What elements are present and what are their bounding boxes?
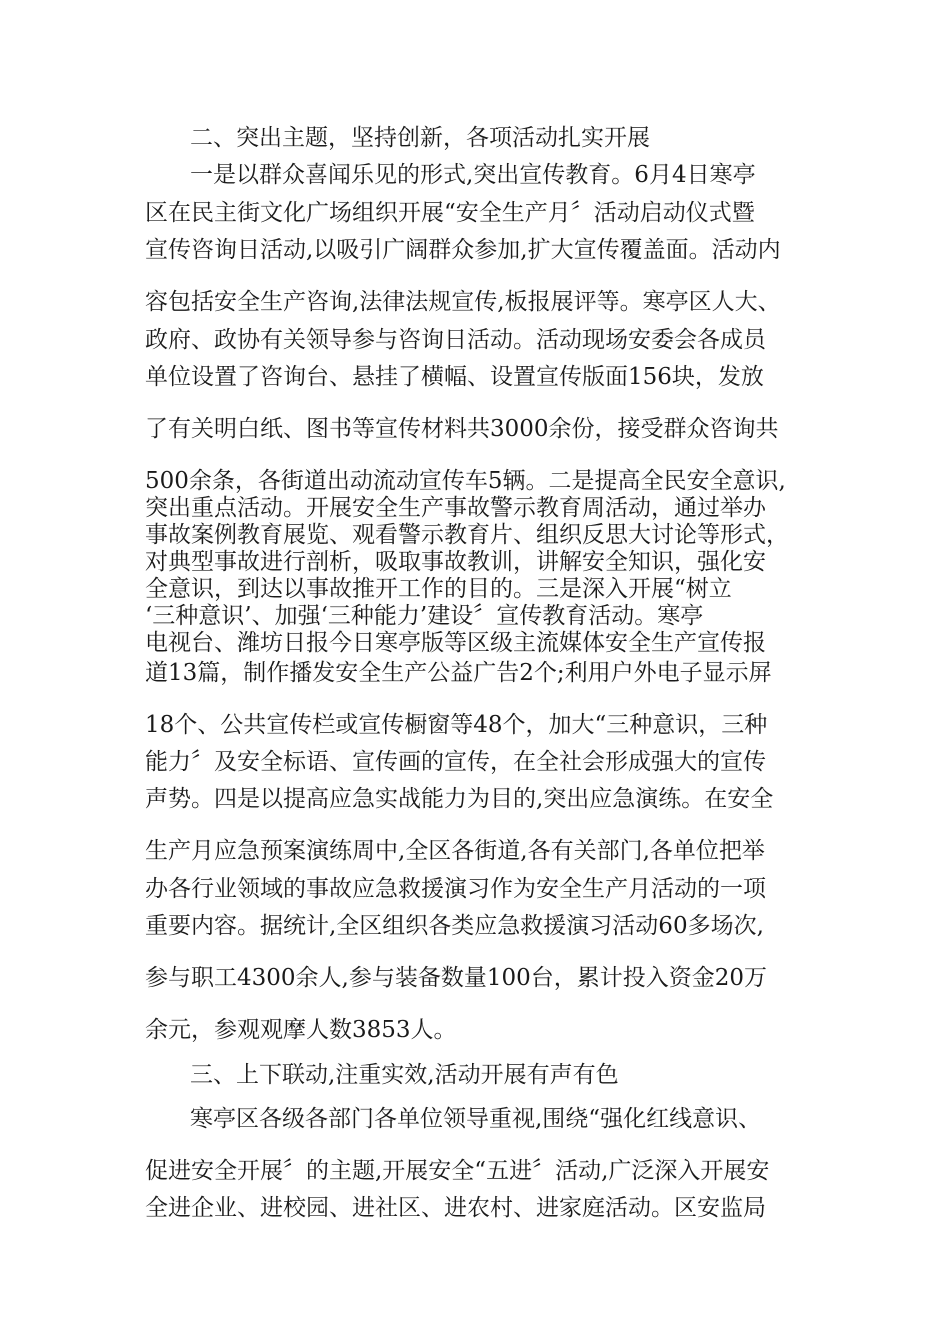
paragraph-line: 500余条，各街道出动流动宣传车5辆。二是提高全民安全意识, [145,468,786,494]
paragraph-line: 18个、公共宣传栏或宣传橱窗等48个，加大“三种意识，三种 [145,712,768,738]
paragraph-line: 单位设置了咨询台、悬挂了横幅、设置宣传版面156块，发放 [145,364,764,390]
paragraph-line: 参与职工4300余人,参与装备数量100台，累计投入资金20万 [145,965,768,991]
paragraph-line: 能力〞及安全标语、宣传画的宣传，在全社会形成强大的宣传 [145,749,766,775]
paragraph-line: 了有关明白纸、图书等宣传材料共3000余份，接受群众咨询共 [145,416,779,442]
paragraph-line: 全进企业、进校园、进社区、进农村、进家庭活动。区安监局 [145,1195,766,1221]
paragraph-line: 重要内容。据统计,全区组织各类应急救援演习活动60多场次, [145,913,764,939]
paragraph-line: 区在民主街文化广场组织开展“安全生产月〞活动启动仪式暨 [145,200,755,226]
paragraph-line: 余元，参观观摩人数3853人。 [145,1017,457,1043]
paragraph-line: 寒亭区各级各部门各单位领导重视,围绕“强化红线意识、 [190,1106,762,1132]
paragraph-line: 对典型事故进行剖析，吸取事故教训，讲解安全知识，强化安 [145,549,766,575]
paragraph-line: 生产月应急预案演练周中,全区各街道,各有关部门,各单位把举 [145,838,765,864]
paragraph-line: 政府、政协有关领导参与咨询日活动。活动现场安委会各成员 [145,327,766,353]
paragraph-line: 办各行业领域的事故应急救援演习作为安全生产月活动的一项 [145,876,766,902]
paragraph-line: 一是以群众喜闻乐见的形式,突出宣传教育。6月4日寒亭 [190,162,756,188]
paragraph-line: 电视台、潍坊日报今日寒亭版等区级主流媒体安全生产宣传报 [145,630,766,656]
paragraph-line: 突出重点活动。开展安全生产事故警示教育周活动，通过举办 [145,495,766,521]
paragraph-line: 全意识，到达以事故推开工作的目的。三是深入开展“树立 [145,576,732,602]
paragraph-line: 事故案例教育展览、观看警示教育片、组织反思大讨论等形式， [145,522,789,548]
paragraph-line: 声势。四是以提高应急实战能力为目的,突出应急演练。在安全 [145,786,774,812]
paragraph-line: ‘三种意识’、加强‘三种能力’建设〞宣传教育活动。寒亭 [145,603,704,629]
paragraph-line: 促进安全开展〞的主题,开展安全“五进〞活动,广泛深入开展安 [145,1158,770,1184]
section-heading-3: 三、上下联动,注重实效,活动开展有声有色 [190,1062,619,1088]
paragraph-line: 容包括安全生产咨询,法律法规宣传,板报展评等。寒亭区人大、 [145,289,781,315]
paragraph-line: 宣传咨询日活动,以吸引广阔群众参加,扩大宣传覆盖面。活动内 [145,237,781,263]
section-heading-2: 二、突出主题，坚持创新，各项活动扎实开展 [190,125,650,151]
paragraph-line: 道13篇，制作播发安全生产公益广告2个;利用户外电子显示屏 [145,660,772,686]
